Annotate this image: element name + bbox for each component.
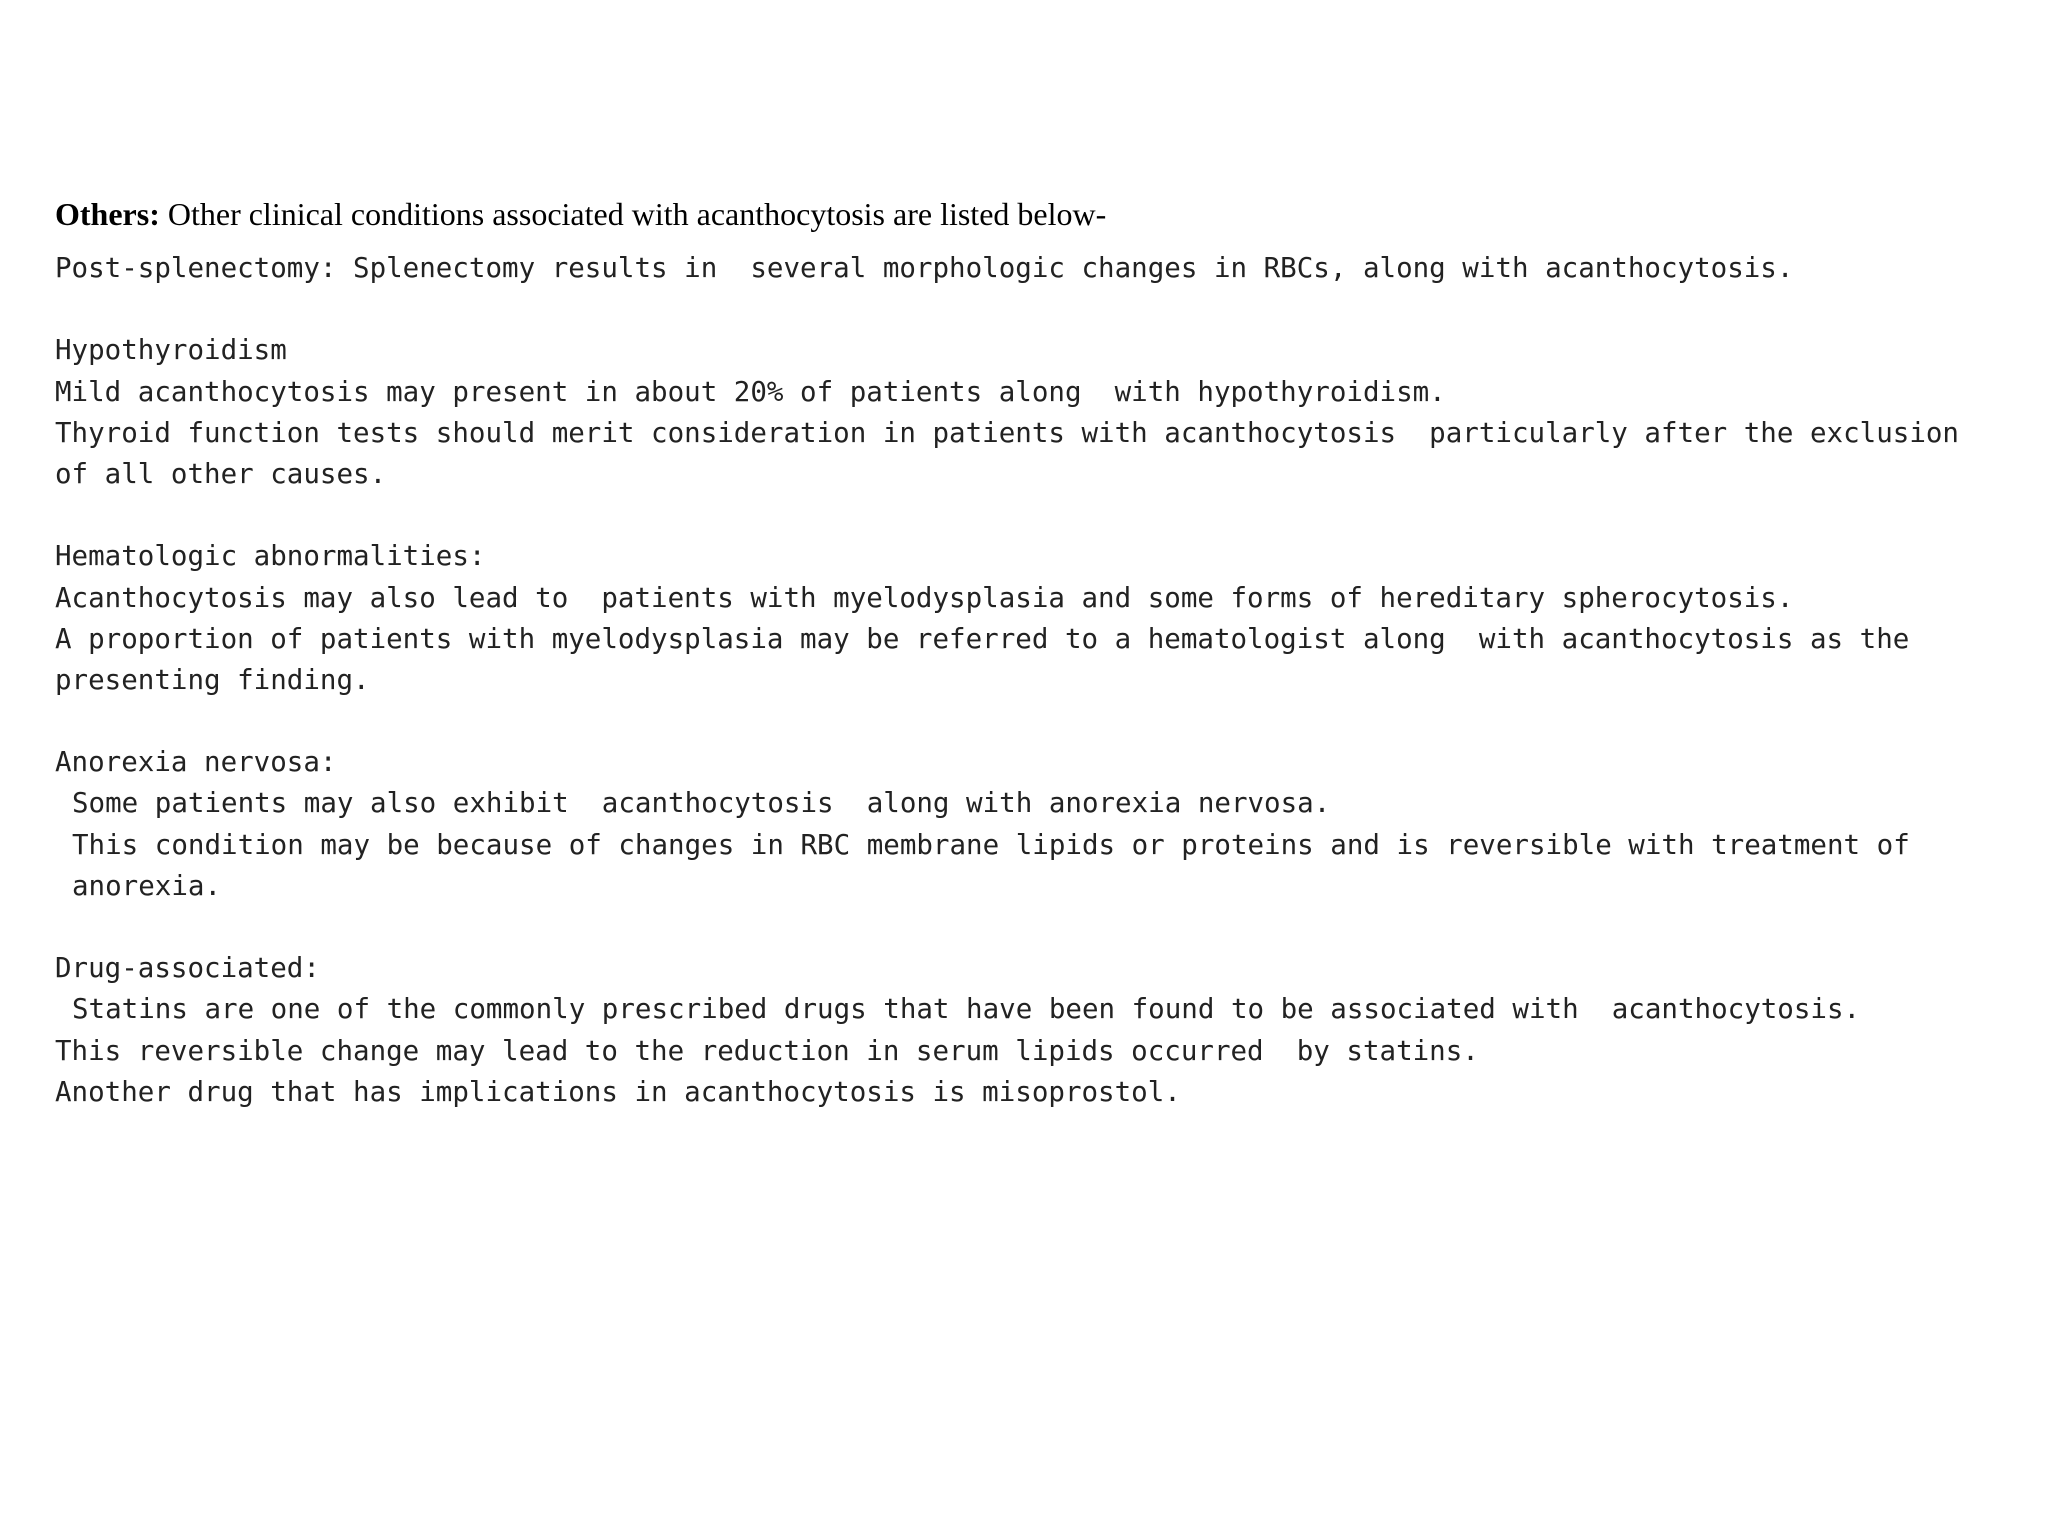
section-heading xyxy=(55,190,1106,238)
hematologic-line-3: presenting finding. xyxy=(55,663,370,696)
hypothyroidism-line-3: of all other causes. xyxy=(55,457,387,490)
hematologic-line-1: Acanthocytosis may also lead to patients with myelodysplasia and some forms of hereditary spherocytosis. xyxy=(55,581,1794,614)
anorexia-line-1: Some patients may also exhibit acanthocytosis along with anorexia nervosa. xyxy=(72,787,1331,820)
paragraph-gap xyxy=(55,289,2035,330)
hematologic-title: Hematologic abnormalities: xyxy=(55,540,486,573)
paragraph-gap xyxy=(55,701,2035,742)
drug-line-1: Statins are one of the commonly prescribed drugs that have been found to be associated with acanthocytosis. xyxy=(72,993,1861,1026)
drug-title: Drug-associated: xyxy=(55,952,320,985)
hematologic-line-2: A proportion of patients with myelodysplasia may be referred to a hematologist along with acanthocytosis as the xyxy=(55,622,1910,655)
anorexia-line-2: This condition may be because of changes in RBC membrane lipids or proteins and is reversible with treatment of xyxy=(72,828,1910,861)
drug-line-3: Another drug that has implications in acanthocytosis is misoprostol. xyxy=(55,1075,1181,1108)
heading-bold-label: Others: xyxy=(55,196,160,232)
anorexia-line-3: anorexia. xyxy=(72,869,222,902)
hypothyroidism-title: Hypothyroidism xyxy=(55,334,287,367)
anorexia-title: Anorexia nervosa: xyxy=(55,746,337,779)
paragraph-gap xyxy=(55,495,2035,536)
paragraph-gap xyxy=(55,907,2035,948)
document-body xyxy=(55,248,2035,1113)
post-splenectomy-line: Post-splenectomy: Splenectomy results in several morphologic changes in RBCs, along with acanthocytosis. xyxy=(55,252,1794,284)
heading-text: Other clinical conditions associated with acanthocytosis are listed below- xyxy=(159,196,1107,232)
drug-line-2: This reversible change may lead to the reduction in serum lipids occurred by statins. xyxy=(55,1034,1479,1067)
hypothyroidism-line-1: Mild acanthocytosis may present in about 20% of patients along with hypothyroidism. xyxy=(55,375,1446,408)
hypothyroidism-line-2: Thyroid function tests should merit consideration in patients with acanthocytosis particularly after the exclusion xyxy=(55,416,1959,449)
